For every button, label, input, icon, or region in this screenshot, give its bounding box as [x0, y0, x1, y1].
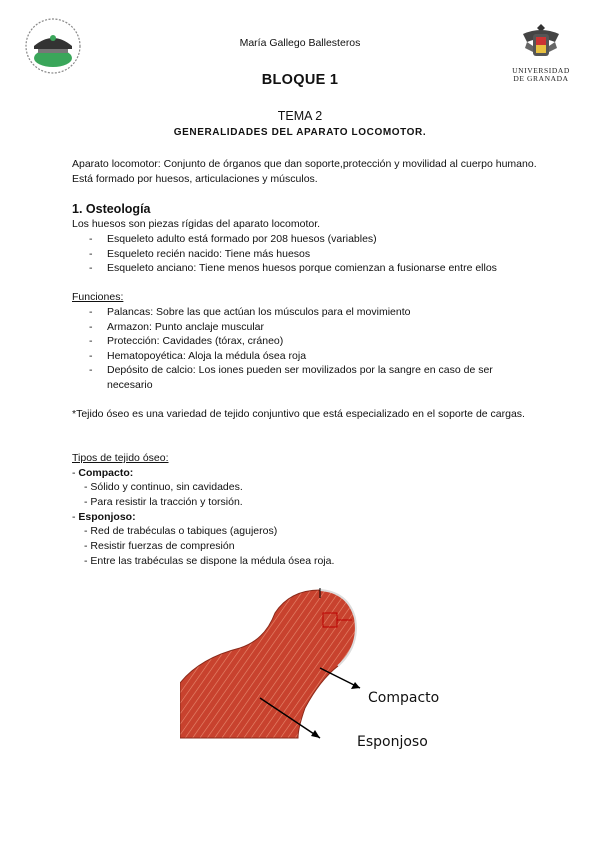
esponjoso-label: - Esponjoso:	[72, 511, 136, 523]
list-item: - Esqueleto recién nacido: Tiene más huesos	[89, 247, 529, 262]
osteologia-list	[89, 232, 529, 276]
section-lead: Los huesos son piezas rígidas del aparato locomotor.	[72, 218, 321, 230]
list-item: - Armazon: Punto anclaje muscular	[89, 320, 529, 335]
compacto-label-text: Compacto:	[78, 467, 134, 479]
tipos-heading: Tipos de tejido óseo:	[72, 452, 169, 464]
tejido-note: *Tejido óseo es una variedad de tejido conjuntivo que está especializado en el soporte de cargas.	[72, 408, 525, 420]
list-item: - Protección: Cavidades (tórax, cráneo)	[89, 334, 529, 349]
list-item: - Sólido y continuo, sin cavidades.	[84, 481, 243, 493]
bone-illustration	[180, 588, 470, 758]
list-item: - Resistir fuerzas de compresión	[84, 540, 235, 552]
list-item: - Depósito de calcio: Los iones pueden ser movilizados por la sangre en caso de ser necesario	[89, 363, 529, 392]
list-item: - Entre las trabéculas se dispone la médula ósea roja.	[84, 555, 335, 567]
list-item: - Red de trabéculas o tabiques (agujeros)	[84, 525, 278, 537]
university-name-line2: DE GRANADA	[513, 74, 569, 83]
label-esponjoso: Esponjoso	[357, 734, 428, 750]
list-item: - Esqueleto adulto está formado por 208 huesos (variables)	[89, 232, 529, 247]
section-heading-osteologia: 1. Osteología	[72, 202, 151, 216]
university-name-line1: UNIVERSIDAD	[512, 66, 570, 75]
tema-heading: TEMA 2	[277, 109, 323, 123]
list-item: - Esqueleto anciano: Tiene menos huesos porque comienzan a fusionarse entre ellos	[89, 261, 529, 276]
funciones-list	[89, 305, 529, 392]
list-item: - Palancas: Sobre las que actúan los músculos para el movimiento	[89, 305, 529, 320]
tema-subtitle: GENERALIDADES DEL APARATO LOCOMOTOR.	[173, 127, 427, 138]
list-item: - Para resistir la tracción y torsión.	[84, 496, 243, 508]
esponjoso-label-text: Esponjoso:	[78, 511, 136, 523]
compacto-label: - Compacto:	[72, 467, 134, 479]
funciones-heading: Funciones:	[72, 291, 124, 303]
author-name: María Gallego Ballesteros	[239, 37, 361, 49]
intro-paragraph: Aparato locomotor: Conjunto de órganos que dan soporte,protección y movilidad al cuerpo humano. Está formado por huesos, articulaciones y músculos.	[72, 158, 537, 185]
list-item: - Hematopoyética: Aloja la médula ósea roja	[89, 349, 529, 364]
label-compacto: Compacto	[368, 690, 440, 706]
page-title: BLOQUE 1	[261, 72, 339, 88]
